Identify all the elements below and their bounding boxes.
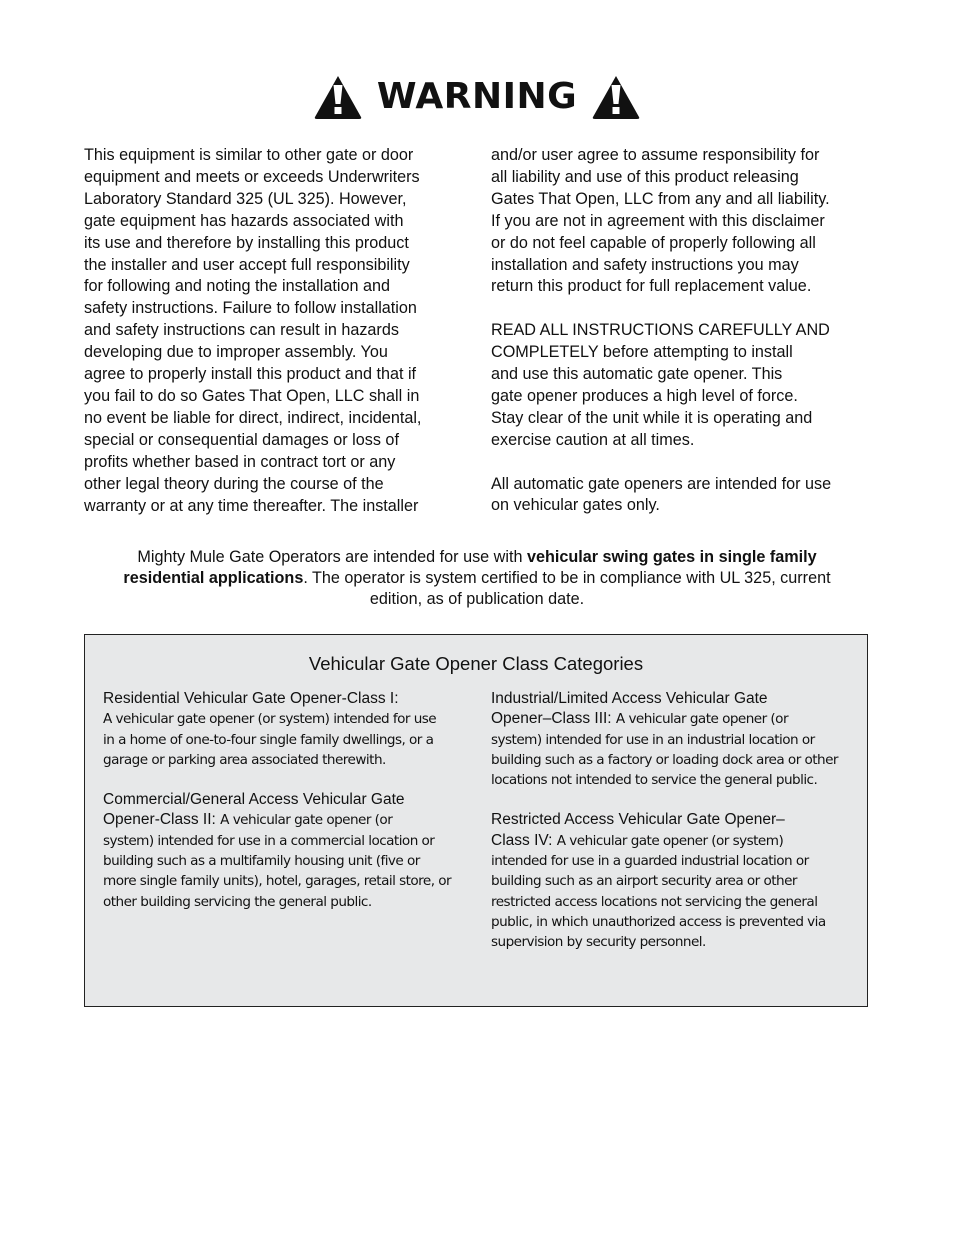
vehicular-only-paragraph: All automatic gate openers are intended for use on vehicular gates only.: [491, 474, 832, 515]
class-2-entry: [103, 790, 465, 912]
class-categories-box: [84, 634, 868, 1007]
notice-intro: Mighty Mule Gate Operators are intended for use with: [137, 548, 527, 566]
class-2-body: A vehicular gate opener (or system) intended for use in a commercial location or building such as a multifamily housing unit (five or more single family units), hotel, garages, retail store, or other building servicing the general public.: [103, 812, 452, 910]
warning-title: WARNING: [376, 76, 578, 117]
categories-right-column: [491, 689, 857, 973]
notice-bold: vehicular swing gates in single family residential applications: [123, 548, 817, 587]
categories-title: Vehicular Gate Opener Class Categories: [308, 653, 644, 674]
class-1-entry: [103, 689, 465, 770]
class-3-body: A vehicular gate opener (or system) intended for use in an industrial location or building such as a factory or loading dock area or other locations not intended to service the general public.: [491, 711, 838, 789]
read-instructions-paragraph: READ ALL INSTRUCTIONS CAREFULLY AND COMPLETELY before attempting to install and use this automatic gate opener. This gate opener produces a high level of force. Stay clear of the unit while it is operating and exercise caution at all times.: [491, 321, 830, 449]
class-1-body: A vehicular gate opener (or system) intended for use in a home of one-to-four single family dwellings, or a garage or parking area associated therewith.: [103, 711, 437, 768]
disclaimer-left-column: [84, 145, 464, 517]
disclaimer-continuation: and/or user agree to assume responsibility for all liability and use of this product releasing Gates That Open, LLC from any and all liability. If you are not in agreement with this disclaimer or do not feel capable of properly following all installation and safety instructions you may return this product for full replacement value.: [491, 146, 830, 296]
class-4-heading: Restricted Access Vehicular Gate Opener– Class IV:: [491, 811, 785, 849]
class-1-heading: Residential Vehicular Gate Opener-Class I:: [103, 690, 399, 707]
class-4-body: A vehicular gate opener (or system) intended for use in a guarded industrial location or building such as an airport security area or other restricted access locations not servicing the general public, in which unauthorized access is prevented via supervision by security personnel.: [491, 832, 826, 951]
class-4-entry: [491, 810, 857, 952]
disclaimer-right-column: [491, 145, 871, 517]
warning-triangle-icon: [313, 74, 363, 120]
usage-notice: [100, 547, 854, 610]
warning-header: [0, 72, 954, 122]
class-3-heading: Industrial/Limited Access Vehicular Gate Opener–Class III:: [491, 690, 768, 728]
disclaimer-paragraph: This equipment is similar to other gate or door equipment and meets or exceeds Underwriters Laboratory Standard 325 (UL 325). However, gate equipment has hazards associated with its use and therefore by installing this product the installer and user accept full responsibility for following and noting the installation and safety instructions. Failure to follow installation and safety instructions can result in hazards developing due to improper assembly. You agree to properly install this product and that if you fail to do so Gates That Open, LLC shall in no event be liable for direct, indirect, incidental, special or consequential damages or loss of profits whether based in contract tort or any other legal theory during the course of the warranty or at any time thereafter. The installer: [84, 146, 422, 515]
warning-triangle-icon: [591, 74, 641, 120]
class-2-heading: Commercial/General Access Vehicular Gate Opener-Class II:: [103, 791, 405, 829]
class-3-entry: [491, 689, 857, 790]
notice-rest: . The operator is system certified to be in compliance with UL 325, current edition, as of publication date.: [303, 569, 831, 608]
categories-left-column: [103, 689, 465, 932]
